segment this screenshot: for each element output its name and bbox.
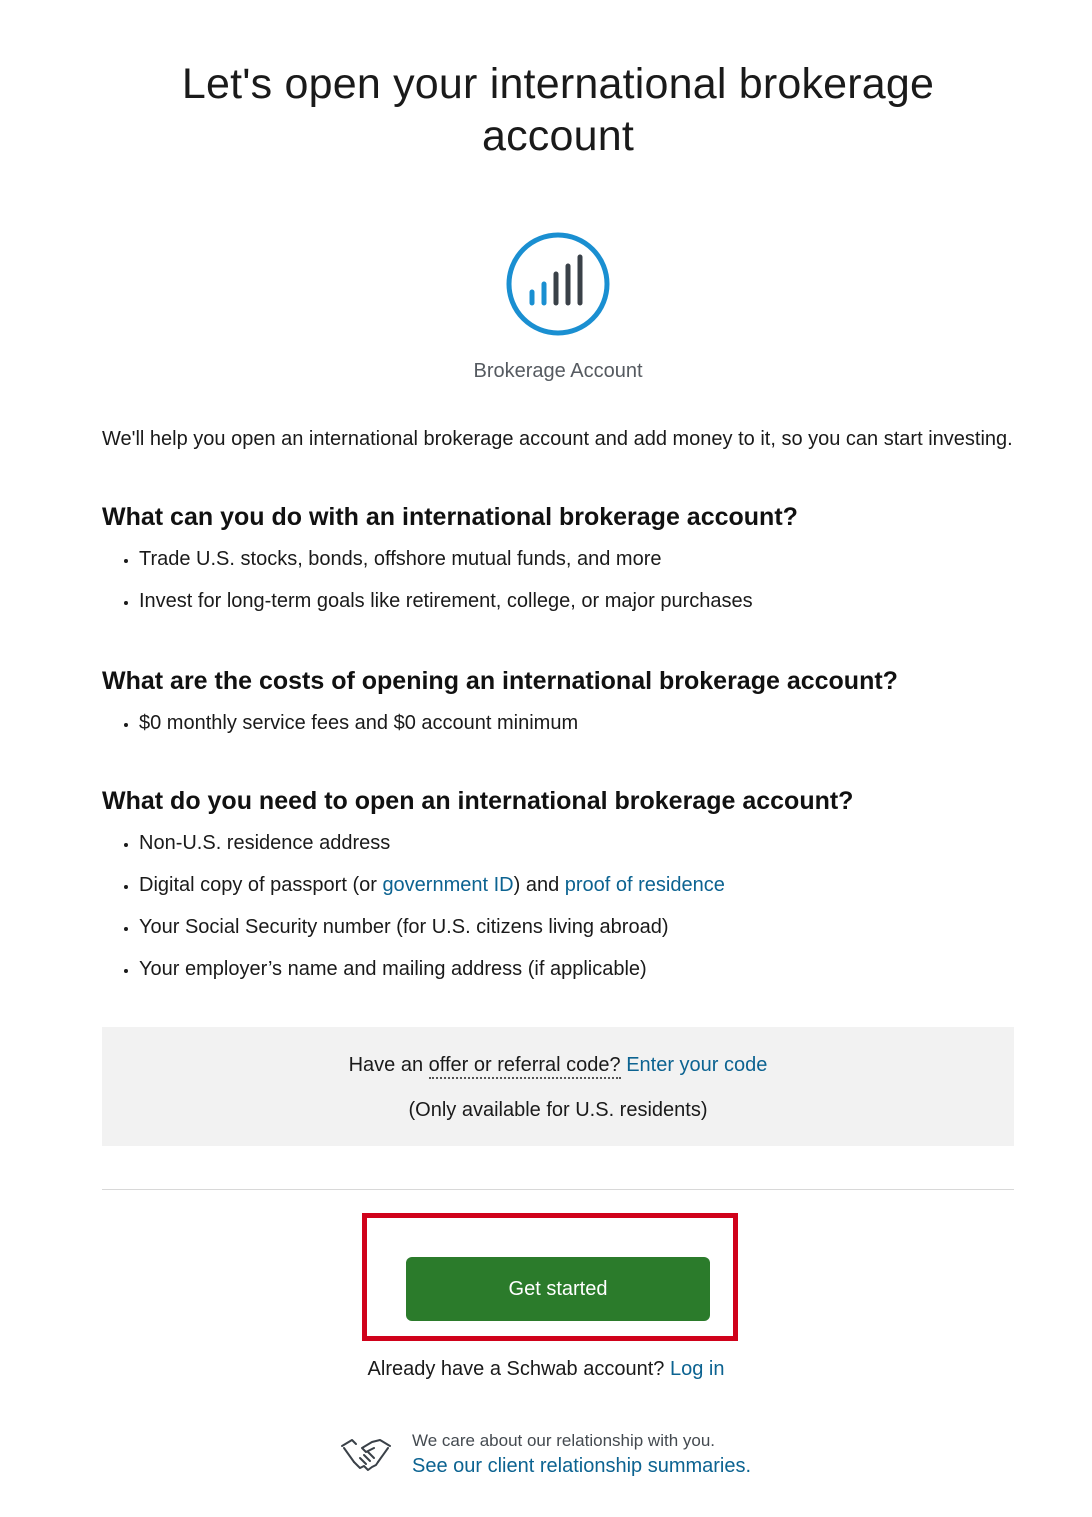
enter-code-link[interactable]: Enter your code: [626, 1054, 768, 1076]
need-list: [102, 831, 1014, 981]
list-item: • $0 monthly service fees and $0 account minimum: [139, 711, 1014, 735]
footer-text: [412, 1430, 751, 1480]
list-item: • Non-U.S. residence address: [139, 831, 1014, 855]
list-item-text: Digital copy of passport (or: [139, 874, 383, 896]
list-item: • Trade U.S. stocks, bonds, offshore mutual funds, and more: [139, 547, 1014, 571]
main-content: [102, 0, 1014, 1198]
list-item: • Invest for long-term goals like retirement, college, or major purchases: [139, 589, 1014, 613]
section-heading-need: What do you need to open an international brokerage account?: [102, 787, 854, 815]
proof-of-residence-link[interactable]: proof of residence: [564, 874, 725, 896]
login-link[interactable]: Log in: [669, 1358, 725, 1380]
list-item: • Your Social Security number (for U.S. citizens living abroad): [139, 915, 1014, 939]
section-heading-what: What can you do with an international brokerage account?: [102, 503, 798, 531]
offer-note: (Only available for U.S. residents): [408, 1099, 708, 1121]
offer-code-box: [102, 1027, 1014, 1146]
handshake-icon: [340, 1434, 392, 1474]
get-started-button[interactable]: Get started: [406, 1257, 710, 1321]
login-prompt: [0, 1356, 1092, 1382]
footer: [340, 1430, 800, 1490]
intro-text: We'll help you open an international brokerage account and add money to it, so you can start investing.: [102, 428, 1013, 450]
government-id-link[interactable]: government ID: [382, 874, 514, 896]
costs-list: [102, 711, 1014, 735]
offer-prompt: [102, 1027, 1014, 1078]
list-item: [139, 873, 1014, 897]
offer-prefix: Have an: [348, 1054, 429, 1076]
footer-note: We care about our relationship with you.: [412, 1431, 716, 1450]
list-item-text: ) and: [513, 874, 565, 896]
what-list: [102, 547, 1014, 613]
client-relationship-link[interactable]: See our client relationship summaries.: [412, 1455, 752, 1477]
product-label: Brokerage Account: [473, 360, 643, 382]
login-prompt-text: Already have a Schwab account?: [367, 1358, 665, 1380]
section-heading-costs: What are the costs of opening an international brokerage account?: [102, 667, 898, 695]
page-title: Let's open your international brokerage account: [181, 60, 935, 160]
divider: [102, 1189, 1014, 1190]
offer-term-tooltip[interactable]: offer or referral code?: [429, 1054, 621, 1079]
list-item: • Your employer’s name and mailing address (if applicable): [139, 957, 1014, 981]
bar-chart-circle-icon: [504, 230, 612, 338]
